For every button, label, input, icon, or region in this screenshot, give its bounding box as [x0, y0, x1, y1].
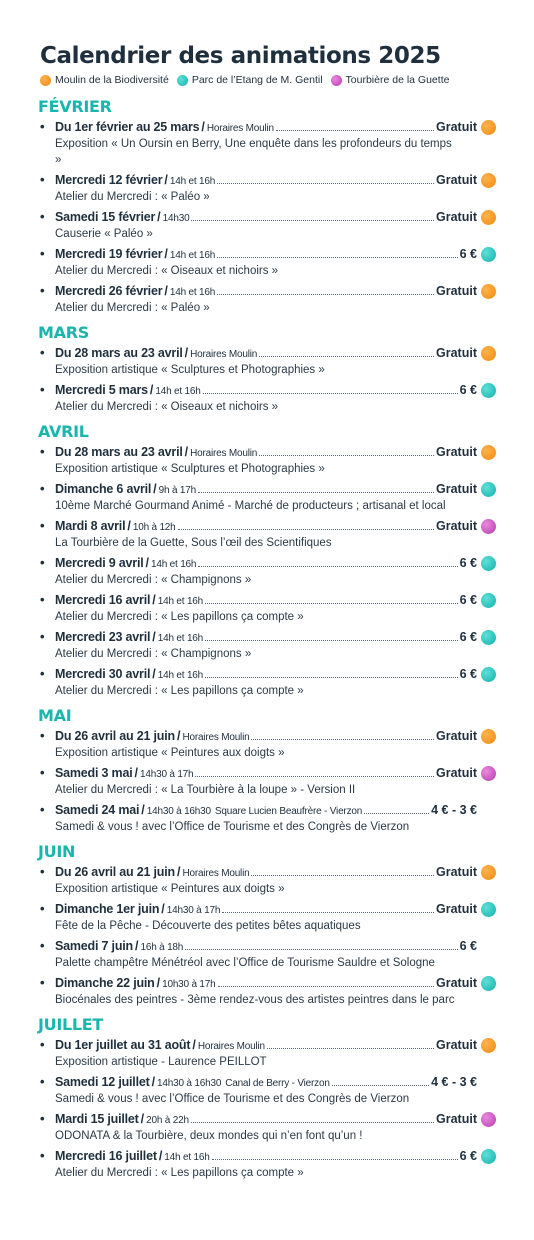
- event-date: • Du 1er février au 25 mars: [55, 120, 200, 134]
- event-row: [55, 665, 496, 683]
- dotted-leader: [203, 393, 458, 394]
- event-description: 10ème Marché Gourmand Animé - Marché de producteurs ; artisanal et local: [55, 500, 446, 512]
- event-time: 14h30 à 17h: [166, 905, 221, 916]
- event-row: [55, 863, 496, 881]
- location-dot-icon: [481, 766, 496, 781]
- separator: /: [152, 593, 156, 607]
- event-row: [55, 282, 496, 300]
- event-item: [40, 1110, 496, 1144]
- event-price: 4 € - 3 €: [431, 1075, 477, 1089]
- event-description: Exposition artistique « Peintures aux doigts »: [55, 747, 285, 759]
- separator: /: [164, 173, 168, 187]
- event-date: • Mercredi 23 avril: [55, 630, 151, 644]
- event-item: [40, 118, 496, 168]
- event-description: Exposition artistique « Peintures aux doigts »: [55, 883, 285, 895]
- legend-item: [40, 74, 169, 86]
- separator: /: [156, 976, 161, 990]
- months-list: [40, 96, 496, 1181]
- event-row: [55, 1073, 496, 1091]
- event-date: • Du 28 mars au 23 avril: [55, 346, 183, 360]
- event-item: [40, 1073, 496, 1107]
- event-description: Atelier du Mercredi : « Les papillons ça compte »: [55, 1167, 304, 1179]
- dotted-leader: [217, 257, 457, 258]
- location-dot-icon: [481, 556, 496, 571]
- event-date: • Mercredi 30 avril: [55, 667, 151, 681]
- event-price: 4 € - 3 €: [431, 803, 477, 817]
- legend-dot-icon: [177, 75, 188, 86]
- event-item: [40, 381, 496, 415]
- location-dot-icon: [481, 630, 496, 645]
- dotted-leader: [198, 566, 457, 567]
- dotted-leader: [222, 912, 434, 913]
- dotted-leader: [218, 986, 435, 987]
- event-date: • Dimanche 1er juin: [55, 902, 160, 916]
- location-dot-icon: [481, 1038, 496, 1053]
- event-item: [40, 764, 496, 798]
- event-time: 14h30 à 17h: [140, 769, 194, 780]
- event-time: 14h et 16h: [157, 670, 204, 681]
- location-dot-icon: [481, 120, 496, 135]
- event-description: Palette champêtre Ménétréol avec l’Office de Tourisme Sauldre et Sologne: [55, 957, 435, 969]
- event-price: Gratuit: [436, 210, 477, 224]
- event-place: Square Lucien Beaufrère - Vierzon: [214, 806, 363, 817]
- event-price: 6 €: [459, 939, 477, 953]
- legend-item: [331, 74, 450, 86]
- event-description: Samedi & vous ! avec l’Office de Tourisme et des Congrès de Vierzon: [55, 821, 410, 833]
- separator: /: [134, 766, 138, 780]
- event-price: 6 €: [459, 556, 477, 570]
- event-description: Exposition artistique - Laurence PEILLOT: [55, 1056, 267, 1068]
- event-item: [40, 900, 496, 934]
- separator: /: [184, 346, 189, 360]
- event-description: Samedi & vous ! avec l’Office de Tourisme et des Congrès de Vierzon: [55, 1093, 410, 1105]
- separator: /: [184, 445, 189, 459]
- legend-dot-icon: [331, 75, 342, 86]
- location-dot-icon: [481, 383, 496, 398]
- event-price: Gratuit: [436, 1038, 477, 1052]
- location-dot-icon: [481, 1075, 496, 1090]
- legend-label: Moulin de la Biodiversité: [55, 74, 169, 86]
- separator: /: [153, 482, 157, 496]
- location-dot-icon: [481, 519, 496, 534]
- dotted-leader: [332, 1085, 429, 1086]
- event-price: 6 €: [459, 247, 477, 261]
- event-price: Gratuit: [436, 1112, 477, 1126]
- event-row: [55, 171, 496, 189]
- event-row: [55, 628, 496, 646]
- event-item: [40, 974, 496, 1008]
- dotted-leader: [259, 455, 434, 456]
- location-dot-icon: [481, 482, 496, 497]
- event-date: • Mercredi 9 avril: [55, 556, 144, 570]
- event-time: 14h et 16h: [157, 596, 204, 607]
- event-time: 14h et 16h: [151, 559, 197, 570]
- event-description: Causerie « Paléo »: [55, 228, 153, 240]
- event-item: [40, 801, 496, 835]
- legend-label: Tourbière de la Guette: [345, 74, 450, 86]
- event-price: Gratuit: [436, 519, 477, 533]
- event-price: 6 €: [459, 667, 477, 681]
- legend-dot-icon: [40, 75, 51, 86]
- location-dot-icon: [481, 445, 496, 460]
- event-description: Atelier du Mercredi : « La Tourbière à la loupe » - Version II: [55, 784, 356, 796]
- dotted-leader: [178, 529, 434, 530]
- event-item: [40, 628, 496, 662]
- event-row: [55, 801, 496, 819]
- event-time: 14h et 16h: [169, 250, 216, 261]
- event-item: [40, 937, 496, 971]
- location-dot-icon: [481, 939, 496, 954]
- event-price: Gratuit: [436, 766, 477, 780]
- event-row: [55, 1036, 496, 1054]
- event-row: [55, 381, 496, 399]
- event-price: Gratuit: [436, 729, 477, 743]
- event-description: Biocénales des peintres - 3ème rendez-vous des artistes peintres dans le parc: [55, 994, 455, 1006]
- separator: /: [152, 630, 156, 644]
- event-description: Atelier du Mercredi : « Paléo »: [55, 191, 210, 203]
- event-row: [55, 554, 496, 572]
- event-description: Atelier du Mercredi : « Champignons »: [55, 648, 252, 660]
- event-description: Exposition artistique « Sculptures et Photographies »: [55, 463, 325, 475]
- event-time: 20h à 22h: [146, 1115, 189, 1126]
- separator: /: [157, 210, 161, 224]
- dotted-leader: [191, 220, 434, 221]
- event-date: • Du 26 avril au 21 juin: [55, 865, 175, 879]
- separator: /: [152, 667, 156, 681]
- event-date: • Samedi 15 février: [55, 210, 156, 224]
- page-title: Calendrier des animations 2025: [40, 43, 441, 69]
- separator: /: [149, 383, 154, 397]
- dotted-leader: [205, 640, 458, 641]
- event-price: Gratuit: [436, 445, 477, 459]
- event-time: Horaires Moulin: [190, 349, 258, 360]
- event-time: 14h et 16h: [169, 287, 216, 298]
- separator: /: [158, 1149, 163, 1163]
- event-price: Gratuit: [436, 173, 477, 187]
- event-date: • Mercredi 16 avril: [55, 593, 151, 607]
- event-row: [55, 900, 496, 918]
- event-row: [55, 245, 496, 263]
- event-item: [40, 245, 496, 279]
- dotted-leader: [205, 603, 458, 604]
- event-row: [55, 480, 496, 498]
- event-row: [55, 208, 496, 226]
- event-date: • Samedi 7 juin: [55, 939, 133, 953]
- event-price: Gratuit: [436, 284, 477, 298]
- dotted-leader: [212, 1159, 458, 1160]
- event-price: 6 €: [459, 1149, 477, 1163]
- event-item: [40, 591, 496, 625]
- dotted-leader: [195, 776, 434, 777]
- location-dot-icon: [481, 173, 496, 188]
- event-price: Gratuit: [436, 346, 477, 360]
- event-item: [40, 171, 496, 205]
- event-time: Horaires Moulin: [197, 1041, 265, 1052]
- event-item: [40, 443, 496, 477]
- location-dot-icon: [481, 976, 496, 991]
- event-date: • Mercredi 16 juillet: [55, 1149, 157, 1163]
- separator: /: [141, 803, 145, 817]
- separator: /: [145, 556, 150, 570]
- location-dot-icon: [481, 902, 496, 917]
- event-date: • Dimanche 22 juin: [55, 976, 155, 990]
- event-price: Gratuit: [436, 902, 477, 916]
- event-price: 6 €: [459, 383, 477, 397]
- event-description: Atelier du Mercredi : « Oiseaux et nichoirs »: [55, 265, 279, 277]
- event-date: • Mercredi 5 mars: [55, 383, 148, 397]
- dotted-leader: [205, 677, 458, 678]
- event-date: • Dimanche 6 avril: [55, 482, 152, 496]
- event-description: ODONATA & la Tourbière, deux mondes qui n’en font qu’un !: [55, 1130, 363, 1142]
- legend-item: [177, 74, 323, 86]
- separator: /: [134, 939, 139, 953]
- dotted-leader: [259, 356, 434, 357]
- location-dot-icon: [481, 1149, 496, 1164]
- event-time: 16h à 18h: [140, 942, 184, 953]
- event-row: [55, 1110, 496, 1128]
- event-description: Atelier du Mercredi : « Paléo »: [55, 302, 210, 314]
- event-item: [40, 344, 496, 378]
- event-time: 10h à 12h: [132, 522, 176, 533]
- event-row: [55, 344, 496, 362]
- event-row: [55, 937, 496, 955]
- dotted-leader: [364, 813, 429, 814]
- event-time: 14h30 à 16h30: [157, 1078, 222, 1089]
- location-dot-icon: [481, 1112, 496, 1127]
- month-heading: JUIN: [38, 842, 76, 861]
- event-time: 10h30 à 17h: [162, 979, 216, 990]
- event-row: [55, 517, 496, 535]
- location-dot-icon: [481, 210, 496, 225]
- event-date: • Mercredi 12 février: [55, 173, 163, 187]
- event-row: [55, 591, 496, 609]
- event-item: [40, 727, 496, 761]
- location-dot-icon: [481, 865, 496, 880]
- event-time: Horaires Moulin: [190, 448, 258, 459]
- separator: /: [192, 1038, 196, 1052]
- event-price: Gratuit: [436, 120, 477, 134]
- event-price: Gratuit: [436, 976, 477, 990]
- event-time: Horaires Moulin: [182, 732, 250, 743]
- event-time: Horaires Moulin: [182, 868, 250, 879]
- dotted-leader: [217, 294, 434, 295]
- event-time: 14h30 à 16h30: [146, 806, 211, 817]
- separator: /: [151, 1075, 156, 1089]
- event-item: [40, 208, 496, 242]
- event-row: [55, 727, 496, 745]
- event-description: Exposition « Un Oursin en Berry, Une enquête dans les profondeurs du temps »: [55, 138, 452, 166]
- event-item: [40, 282, 496, 316]
- event-date: • Du 1er juillet au 31 août: [55, 1038, 191, 1052]
- event-time: 14h et 16h: [169, 176, 216, 187]
- event-price: 6 €: [459, 630, 477, 644]
- event-row: [55, 764, 496, 782]
- event-description: Atelier du Mercredi : « Oiseaux et nichoirs »: [55, 401, 279, 413]
- event-item: [40, 480, 496, 514]
- event-price: Gratuit: [436, 482, 477, 496]
- event-description: La Tourbière de la Guette, Sous l’œil des Scientifiques: [55, 537, 332, 549]
- event-item: [40, 554, 496, 588]
- dotted-leader: [191, 1122, 434, 1123]
- location-dot-icon: [481, 593, 496, 608]
- dotted-leader: [267, 1048, 434, 1049]
- location-dot-icon: [481, 247, 496, 262]
- dotted-leader: [251, 875, 434, 876]
- separator: /: [127, 519, 131, 533]
- event-time: Horaires Moulin: [206, 123, 274, 134]
- event-date: • Du 28 mars au 23 avril: [55, 445, 183, 459]
- event-item: [40, 517, 496, 551]
- separator: /: [164, 247, 168, 261]
- dotted-leader: [198, 492, 434, 493]
- month-heading: MARS: [38, 323, 89, 342]
- event-time: 14h30: [162, 213, 190, 224]
- event-row: [55, 118, 496, 136]
- event-price: Gratuit: [436, 865, 477, 879]
- event-place: Canal de Berry - Vierzon: [225, 1078, 330, 1089]
- event-description: Atelier du Mercredi : « Les papillons ça compte »: [55, 685, 304, 697]
- month-heading: FÉVRIER: [38, 97, 112, 116]
- location-dot-icon: [481, 667, 496, 682]
- event-description: Exposition artistique « Sculptures et Photographies »: [55, 364, 325, 376]
- event-date: • Samedi 3 mai: [55, 766, 133, 780]
- month-heading: AVRIL: [38, 422, 89, 441]
- event-time: 14h et 16h: [164, 1152, 210, 1163]
- separator: /: [164, 284, 168, 298]
- separator: /: [201, 120, 205, 134]
- month-heading: JUILLET: [38, 1015, 104, 1034]
- month-heading: MAI: [38, 706, 72, 725]
- event-description: Atelier du Mercredi : « Les papillons ça compte »: [55, 611, 304, 623]
- event-time: 14h et 16h: [155, 386, 201, 397]
- event-description: Atelier du Mercredi : « Champignons »: [55, 574, 252, 586]
- event-item: [40, 1147, 496, 1181]
- event-item: [40, 665, 496, 699]
- event-date: • Du 26 avril au 21 juin: [55, 729, 175, 743]
- event-time: 9h à 17h: [158, 485, 196, 496]
- location-dot-icon: [481, 284, 496, 299]
- event-row: [55, 974, 496, 992]
- dotted-leader: [251, 739, 434, 740]
- location-dot-icon: [481, 729, 496, 744]
- event-item: [40, 1036, 496, 1070]
- legend: [40, 74, 496, 86]
- dotted-leader: [185, 949, 457, 950]
- event-row: [55, 443, 496, 461]
- separator: /: [161, 902, 165, 916]
- event-description: Fête de la Pêche - Découverte des petites bêtes aquatiques: [55, 920, 361, 932]
- dotted-leader: [217, 183, 434, 184]
- separator: /: [176, 865, 181, 879]
- event-time: 14h et 16h: [157, 633, 204, 644]
- event-date: • Samedi 12 juillet: [55, 1075, 150, 1089]
- event-date: • Mardi 8 avril: [55, 519, 126, 533]
- location-dot-icon: [481, 803, 496, 818]
- separator: /: [140, 1112, 145, 1126]
- location-dot-icon: [481, 346, 496, 361]
- event-date: • Samedi 24 mai: [55, 803, 140, 817]
- event-date: • Mercredi 26 février: [55, 284, 163, 298]
- event-row: [55, 1147, 496, 1165]
- event-date: • Mercredi 19 février: [55, 247, 163, 261]
- event-item: [40, 863, 496, 897]
- event-date: • Mardi 15 juillet: [55, 1112, 139, 1126]
- legend-label: Parc de l’Etang de M. Gentil: [191, 74, 323, 86]
- separator: /: [176, 729, 181, 743]
- event-price: 6 €: [459, 593, 477, 607]
- dotted-leader: [276, 130, 434, 131]
